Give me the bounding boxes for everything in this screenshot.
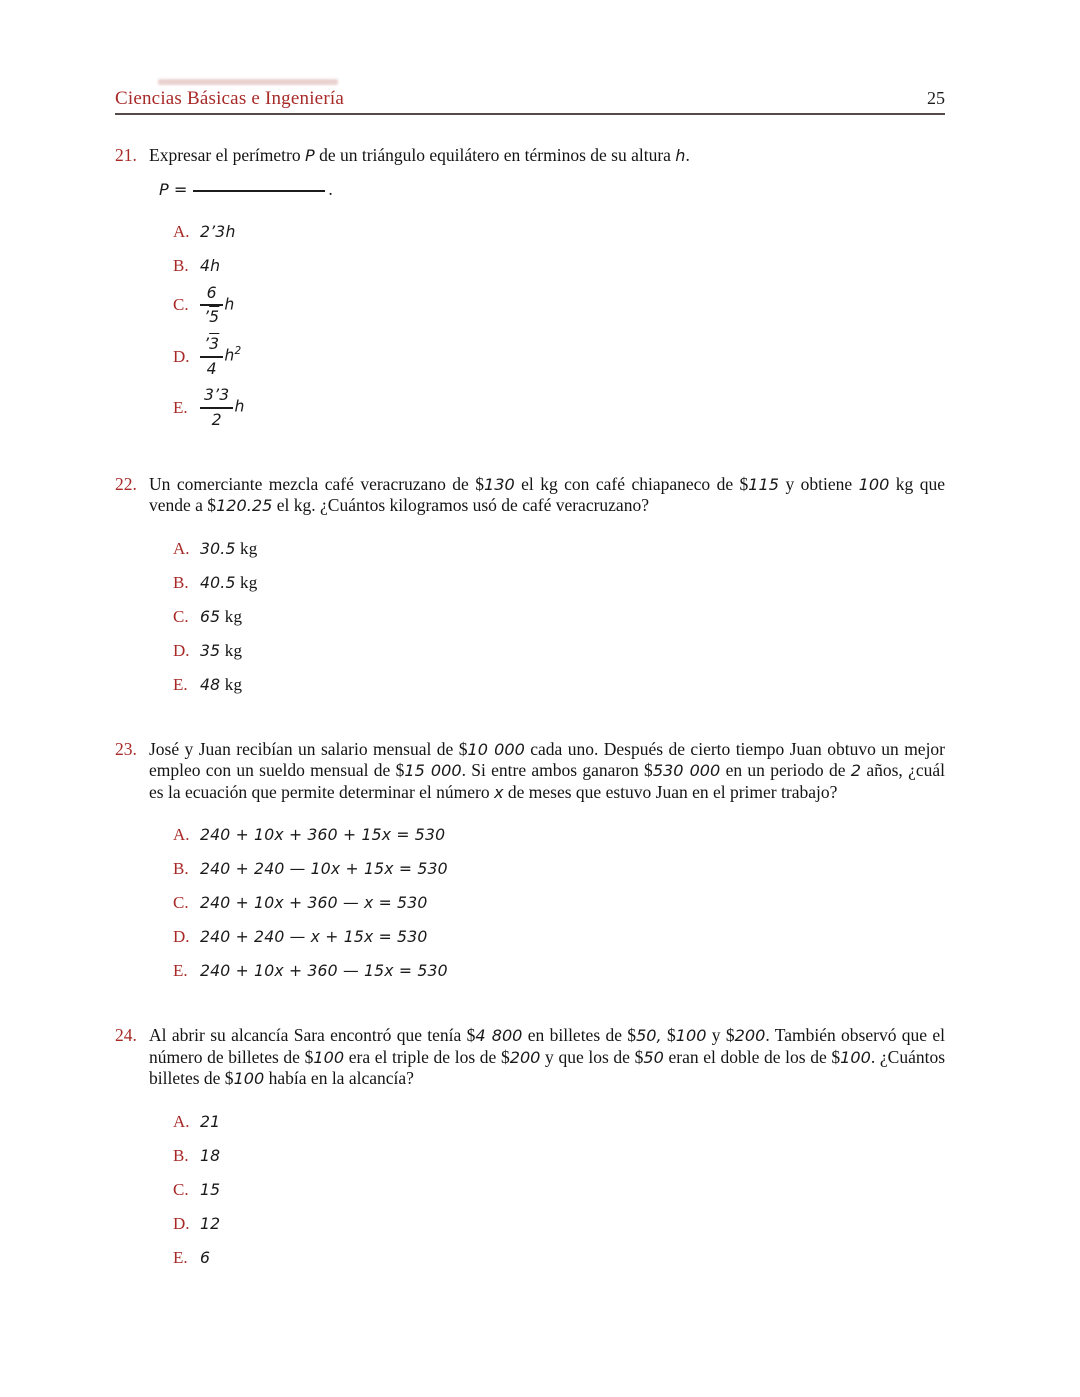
math-run: 4 800 [475,1026,523,1046]
math-run: 6 [206,282,217,302]
option-letter: A. [173,221,190,241]
option-content [200,893,427,913]
math-run: 6 [200,1247,211,1267]
math-run: 120.25 [216,496,273,516]
text-run: kg [235,538,258,558]
header-title: Ciencias Básicas e Ingeniería [115,88,344,109]
option-content [200,573,257,593]
option-row [173,893,945,913]
fraction-numerator [200,335,223,356]
text-run: kg [220,606,243,626]
math-run: h [224,345,235,365]
option-row [173,1146,945,1166]
math-run: 2 [850,761,862,781]
option-content [200,1146,220,1166]
question-22 [115,474,945,695]
option-letter: A. [173,825,190,845]
math-run: 240 + 240 — 10x + 15x = 530 [200,859,448,879]
math-run: 48 [200,674,221,694]
option-content [200,284,234,327]
option-content [200,607,242,627]
text-run: el kg con café chiapaneco de $ [514,473,749,494]
text-run: de un triángulo equilátero en términos de su altura [314,145,676,165]
text-run: . [685,145,690,165]
option-letter: E. [173,961,188,981]
option-content [200,1112,220,1132]
text-run: kg [235,572,258,592]
math-run: 530 000 [652,761,721,781]
text-run: y $ [706,1025,735,1046]
text-run: Al abrir su alcancía Sara encontró que tenía $ [149,1025,476,1046]
text-run: Un comerciante mezcla café veracruzano de $ [149,473,484,494]
text-run: . Si entre ambos ganaron $ [461,760,653,781]
option-row [173,1180,945,1200]
options-list [173,539,945,695]
text-run: kg que vende a $ [149,473,945,516]
math-run: 100 [840,1047,871,1067]
math-run: h [234,396,245,416]
math-run: 40.5 [200,572,236,592]
math-run: 30.5 [200,538,236,558]
option-letter: E. [173,397,188,417]
option-row [173,1214,945,1234]
option-row [173,386,945,429]
text-run: años, ¿cuál es la ecuación que permite determinar el número [149,760,945,802]
math-run: 115 [748,474,780,494]
math-run: 18 [200,1145,221,1165]
math-run: 21 [200,1111,221,1131]
math-run: 4 [206,358,217,378]
math-run: 200 [734,1026,766,1046]
math-run: 100 [233,1069,265,1089]
text-run: José y Juan recibían un salario mensual de $ [149,738,468,759]
option-letter: A. [173,1111,190,1131]
text-run: y obtiene [779,473,859,494]
fill-lhs: P [159,179,169,199]
fraction-denominator [200,304,223,327]
option-letter: B. [173,859,189,879]
math-run: 50, [636,1026,662,1046]
math-run: P [304,146,315,165]
math-overline-run: 5 [209,307,220,327]
option-content [200,1214,220,1234]
option-letter: D. [173,640,190,660]
math-run: 240 + 10x + 360 + 15x = 530 [200,825,446,845]
fraction-numerator [200,284,223,305]
option-row [173,825,945,845]
option-row [173,641,945,661]
options-list [173,222,945,430]
math-run: ’ [204,333,210,353]
question-23 [115,739,945,982]
math-run: 2’3h [200,221,236,241]
fraction [200,284,223,327]
text-run: kg [220,640,243,660]
text-run: . También observó que el número de billetes de $ [149,1025,945,1067]
math-run: 3’3 [204,385,230,405]
question-21 [115,145,945,430]
math-run: 4h [200,255,221,275]
option-row [173,573,945,593]
text-run: Expresar el perímetro [149,145,305,165]
option-content [200,256,220,276]
text-run: de meses que estuvo Juan en el primer trabajo? [503,781,838,802]
option-letter: B. [173,1145,189,1165]
option-letter: C. [173,1179,189,1199]
math-run: 15 000 [404,761,462,781]
option-row [173,222,945,242]
question-row [115,1025,945,1090]
math-run: x [493,782,504,802]
option-row [173,1248,945,1268]
header-rule [115,113,945,115]
option-letter: D. [173,346,190,366]
math-overline-run: 3 [209,333,220,353]
question-number: 23. [115,738,137,759]
question-body [149,1025,945,1090]
option-letter: B. [173,255,189,275]
answer-blank [193,188,325,192]
math-run: 100 [675,1026,707,1046]
option-content [200,961,448,981]
question-body [149,145,945,167]
options-list [173,825,945,981]
question-body [149,474,945,517]
option-content [200,1180,220,1200]
equals-sign: = [168,179,188,199]
option-content [200,1248,210,1268]
fraction-denominator [200,407,233,430]
fraction [200,335,223,378]
math-run: 130 [483,474,515,494]
math-run: h [224,294,235,314]
option-letter: D. [173,1213,190,1233]
math-run: 10 000 [467,739,525,759]
option-letter: C. [173,295,189,315]
math-run: 2 [211,409,222,429]
question-number: 21. [115,145,137,165]
option-letter: C. [173,606,189,626]
text-run: kg [220,674,243,694]
math-superscript: 2 [234,344,242,357]
option-row [173,675,945,695]
option-row [173,859,945,879]
math-run: 65 [200,606,221,626]
option-letter: E. [173,674,188,694]
option-letter: B. [173,572,189,592]
options-list [173,1112,945,1268]
question-row [115,145,945,167]
option-letter: E. [173,1247,188,1267]
text-run: eran el doble de los de $ [663,1046,841,1067]
question-row [115,739,945,804]
math-run: 240 + 240 — x + 15x = 530 [200,927,428,947]
option-content [200,859,448,879]
question-number: 24. [115,1025,137,1046]
fill-in-line [159,179,945,200]
option-row [173,607,945,627]
text-run: y que los de $ [540,1046,644,1067]
math-run: 35 [200,640,221,660]
math-run: 100 [313,1047,345,1067]
text-run: . ¿Cuántos billetes de $ [149,1046,946,1089]
question-24 [115,1025,945,1268]
question-number: 22. [115,473,137,494]
option-row [173,335,945,378]
option-letter: C. [173,893,189,913]
math-run: h [675,146,686,165]
option-row [173,961,945,981]
option-row [173,927,945,947]
option-letter: D. [173,927,190,947]
math-run: 240 + 10x + 360 — 15x = 530 [200,961,448,981]
option-content [200,335,241,378]
option-content [200,825,445,845]
math-run: 100 [858,474,890,494]
math-run: ’ [204,307,210,327]
text-run: $ [661,1025,676,1046]
fraction-denominator [200,356,223,379]
page-number: 25 [927,88,945,108]
option-row [173,539,945,559]
option-letter: A. [173,538,190,558]
text-run: era el triple de los de $ [344,1046,510,1067]
text-run: en un periodo de [720,760,851,781]
fill-period: . [328,178,333,199]
option-content [200,386,245,429]
option-content [200,539,257,559]
option-content [200,222,236,242]
question-row [115,474,945,517]
fraction [200,386,233,429]
math-run: 15 [200,1179,221,1199]
text-run: cada uno. Después de cierto tiempo Juan obtuvo un mejor empleo con un sueldo mensual de $ [149,738,946,781]
option-row [173,256,945,276]
option-content [200,927,427,947]
option-content [200,675,242,695]
text-run: el kg. ¿Cuántos kilogramos usó de café veracruzano? [272,495,649,516]
page-header [115,88,945,110]
math-run: 240 + 10x + 360 — x = 530 [200,893,428,913]
fraction-numerator [200,386,233,407]
math-run: 200 [509,1047,541,1067]
option-row [173,1112,945,1132]
text-run: había en la alcancía? [264,1068,414,1089]
math-run: 50 [643,1047,664,1067]
questions [115,145,945,1268]
text-run: en billetes de $ [522,1025,637,1046]
option-row [173,284,945,327]
math-run: 12 [200,1213,221,1233]
question-body [149,739,945,804]
option-content [200,641,242,661]
